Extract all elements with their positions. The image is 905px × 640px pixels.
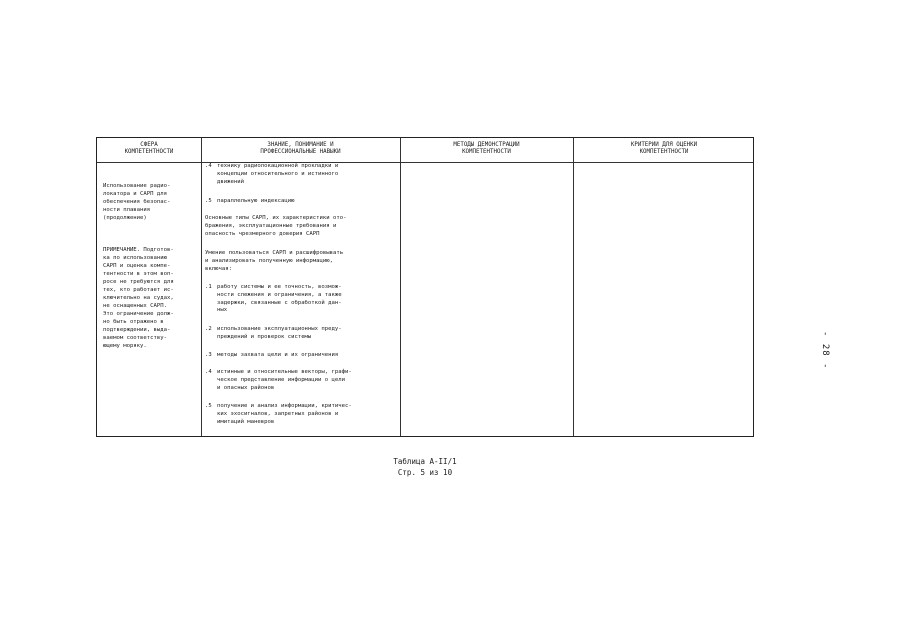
item-number: .4	[205, 369, 212, 375]
table-caption	[340, 456, 510, 478]
item-text: параллельную индексацию	[217, 198, 295, 204]
competence-table	[96, 137, 754, 437]
competence-title: Использование радио- локатора и САРП для обеспечения безопас- ности плавания (продолжение)	[103, 183, 171, 221]
page-number: - 28 -	[820, 330, 830, 370]
item-text: работу системы и ее точность, возмож- ности слежения и ограничения, а также задержки, связанные с обработкой дан- ных	[217, 284, 342, 314]
header-knowledge-skills: ЗНАНИЕ, ПОНИМАНИЕ И ПРОФЕССИОНАЛЬНЫЕ НАВЫКИ	[260, 142, 341, 155]
competence-note: ПРИМЕЧАНИЕ. Подготов- ка по использованию САРП и оценка компе- тентности в этом воп- росе не требуются для тех, кто работает ис- ключительно на судах, не оснащенных САРП. Это ограничение долж- но быть отражено в подтверждении, выда- ваемом соответству- ющему моряку.	[103, 247, 174, 349]
item-text: технику радиолокационной прокладки и концепции относительного и истинного движений	[217, 163, 339, 185]
item-text: использование эксплуатационных преду- преждений и проверок системы	[217, 326, 342, 340]
table-reference: Таблица А-II/1	[393, 457, 457, 466]
header-divider	[97, 162, 753, 163]
item-text: истинные и относительные векторы, графи- ческое представление информации о цели и опасных районов	[217, 369, 352, 391]
item-number: .4	[205, 163, 212, 169]
header-competence-sphere: СФЕРА КОМПЕТЕНТНОСТИ	[124, 142, 174, 155]
competence-column	[103, 166, 203, 374]
column-divider	[573, 138, 574, 436]
item-number: .5	[205, 198, 212, 204]
item-number: .5	[205, 403, 212, 409]
item-number: .1	[205, 284, 212, 290]
column-divider	[400, 138, 401, 436]
item-number: .2	[205, 326, 212, 332]
item-number: .3	[205, 352, 212, 358]
header-demonstration-methods: МЕТОДЫ ДЕМОНСТРАЦИИ КОМПЕТЕНТНОСТИ	[453, 142, 520, 155]
knowledge-paragraph: Основные типы САРП, их характеристики ото- бражения, эксплуатационные требования и опасность чрезмерного доверия САРП	[205, 215, 347, 237]
header-evaluation-criteria: КРИТЕРИИ ДЛЯ ОЦЕНКИ КОМПЕТЕНТНОСТИ	[630, 142, 698, 155]
item-text: получение и анализ информации, критичес- ких эхосигналов, запретных районов и имитаций маневров	[217, 403, 352, 425]
page-count: Стр. 5 из 10	[397, 468, 453, 477]
knowledge-paragraph: Умение пользоваться САРП и расшифровывать и анализировать полученную информацию, включая:	[205, 250, 344, 272]
item-text: методы захвата цели и их ограничения	[217, 352, 339, 358]
